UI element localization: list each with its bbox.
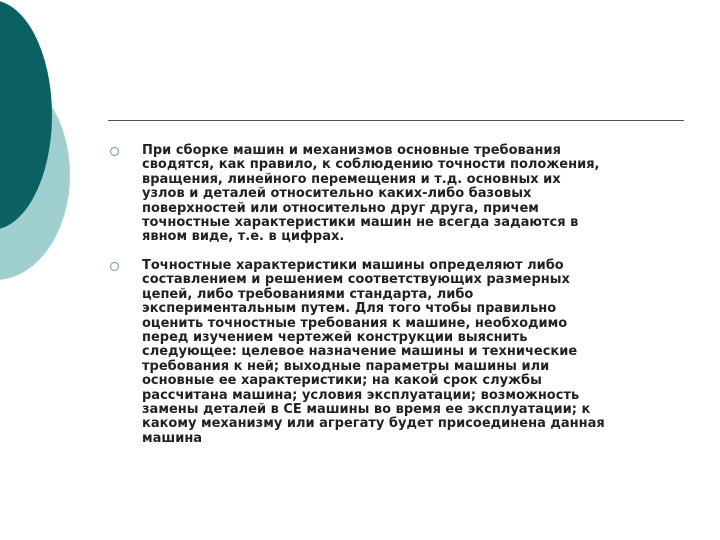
bullet-item [110,259,676,446]
hollow-circle-icon [110,147,119,156]
title-divider [108,120,684,121]
bullet-text: Точностные характеристики машины определяют либо составлением и решением соответствующих размерных цепей, либо требованиями стандарта, либо экспериментальным путем. Для того чтобы правильно оценить точностные требования к машине, необходимо перед изучением чертежей конструкции выяснить следующее: целевое назначение машины и технические требования к ней; выходные параметры машины или основные ее характеристики; на какой срок службы рассчитана машина; условия эксплуатации; возможность замены деталей в СЕ машины во время ее эксплуатации; к какому механизму или агрегату будет присоединена данная машина [142,258,605,446]
bullet-list [110,144,676,446]
bullet-text: При сборке машин и механизмов основные требования сводятся, как правило, к соблюдению точности положения, вращения, линейного перемещения и т.д. основных их узлов и деталей относительно каких-либо базовых поверхностей или относительно друг друга, причем точностные характеристики машин не всегда задаются в явном виде, т.е. в цифрах. [142,143,600,245]
hollow-circle-icon [110,262,119,271]
bullet-item [110,144,676,259]
